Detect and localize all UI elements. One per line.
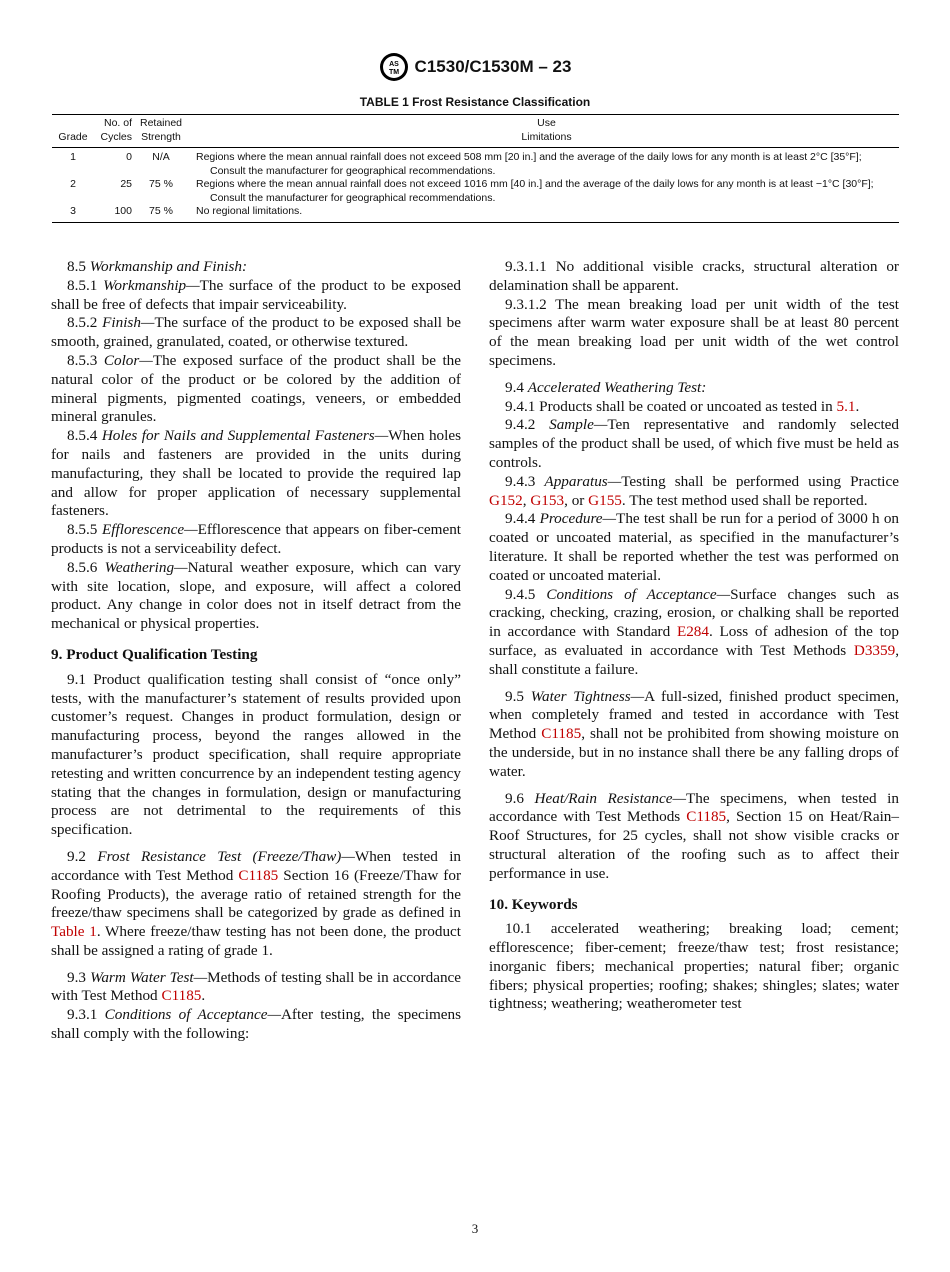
section-8-5-6: 8.5.6 Weathering—Natural weather exposure, which can vary with site location, slope, and exposure, will affect a colored product. Any change in color does not in itself detract from the mechanical or physical properties.	[51, 558, 462, 633]
svg-text:AS: AS	[388, 61, 399, 68]
table-header-row	[52, 115, 899, 148]
section-9-3: 9.3 Warm Water Test—Methods of testing shall be in accordance with Test Method C1185.	[51, 968, 462, 1005]
link-c1185[interactable]: C1185	[238, 866, 279, 884]
header-use-limitations: Use Limitations	[521, 117, 572, 143]
header-cycles: No. of Cycles	[100, 117, 132, 143]
section-9-4-4: 9.4.4 Procedure—The test shall be run for a period of 3000 h on coated or uncoated material, as specified in the manufacturer’s literature. It shall be reported whether the test was performed on coated or uncoated material.	[489, 510, 900, 584]
section-8-5-1: 8.5.1 Workmanship—The surface of the product to be exposed shall be free of defects that impair serviceability.	[51, 276, 462, 313]
standard-designation: C1530/C1530M – 23	[414, 57, 572, 76]
table-row	[52, 148, 899, 179]
cell-limitations: Regions where the mean annual rainfall does not exceed 1016 mm [40 in.] and the average of the daily lows for any month is at least −1°C [30°F]; Consult the manufacturer for geographical recommendations.	[196, 178, 874, 204]
section-9-4-1: 9.4.1 Products shall be coated or uncoated as tested in 5.1.	[505, 397, 860, 415]
header-retained-strength: Retained Strength	[139, 117, 183, 143]
section-9-3-1-1: 9.3.1.1 No additional visible cracks, structural alteration or delamination shall be apparent.	[489, 258, 899, 294]
left-column	[51, 258, 461, 1044]
link-d3359[interactable]: D3359	[853, 641, 896, 659]
link-c1185[interactable]: C1185	[541, 725, 582, 743]
link-c1185[interactable]: C1185	[686, 808, 727, 826]
section-9-heading: 9. Product Qualification Testing	[51, 645, 258, 663]
cell-cycles: 0	[126, 151, 132, 163]
section-10-1: 10.1 accelerated weathering; breaking load; cement; efflorescence; fiber-cement; freeze/thaw test; frost resistance; inorganic fibers; mechanical properties; natural fiber; organic fibers; physical properties; roofing; shakes; shingles; slates; water tightness; weathering; weatherometer test	[489, 920, 899, 1013]
link-5-1[interactable]: 5.1	[836, 397, 856, 415]
link-c1185[interactable]: C1185	[161, 987, 202, 1005]
section-9-4: 9.4 Accelerated Weathering Test:	[505, 378, 707, 396]
section-8-5-4: 8.5.4 Holes for Nails and Supplemental Fasteners—When holes for nails and fasteners are provided in the units during manufacturing, they shall be located to provide the required lap and allow for proper application of necessary supplemental fasteners.	[51, 427, 461, 520]
section-10-heading: 10. Keywords	[489, 895, 578, 913]
cell-grade: 1	[70, 151, 76, 163]
cell-retained: N/A	[152, 151, 170, 163]
section-9-3-1: 9.3.1 Conditions of Acceptance—After testing, the specimens shall comply with the following:	[51, 1006, 462, 1043]
cell-limitations: Regions where the mean annual rainfall does not exceed 508 mm [20 in.] and the average of the daily lows for any month is at least 2°C [35°F]; Consult the manufacturer for geographical recommendations.	[196, 151, 862, 177]
section-9-3-1-2: 9.3.1.2 The mean breaking load per unit width of the test specimens after warm water exposure shall be at least 80 percent of the mean breaking load per unit width of the wet control specimens.	[489, 295, 899, 369]
page-header	[0, 52, 950, 87]
section-8-5-5: 8.5.5 Efflorescence—Efflorescence that appears on fiber-cement products is not a serviceability defect.	[51, 521, 462, 557]
header-grade: Grade	[58, 130, 88, 143]
link-g152[interactable]: G152	[489, 491, 523, 509]
cell-cycles: 100	[114, 205, 132, 217]
svg-text:TM: TM	[388, 69, 399, 76]
cell-limitations: No regional limitations.	[196, 205, 303, 217]
table-row	[52, 178, 899, 205]
section-9-2: 9.2 Frost Resistance Test (Freeze/Thaw)—When tested in accordance with Test Method C1185 Section 16 (Freeze/Thaw for Roofing Products), the average ratio of retained strength for the freeze/thaw specimens shall be categorized by grade as defined in Table 1. Where freeze/thaw testing has not been done, the product shall be assigned a rating of grade 1.	[51, 847, 462, 959]
link-e284[interactable]: E284	[676, 623, 709, 641]
section-8-5-2: 8.5.2 Finish—The surface of the product to be exposed shall be smooth, grained, granulated, coated, or otherwise textured.	[51, 314, 461, 351]
right-column	[489, 258, 899, 1014]
frost-resistance-table	[52, 114, 899, 223]
cell-retained: 75 %	[149, 178, 173, 190]
section-9-4-2: 9.4.2 Sample—Ten representative and randomly selected samples of the product shall be used, of which five must be held as controls.	[489, 416, 900, 471]
cell-cycles: 25	[120, 178, 132, 190]
link-g155[interactable]: G155	[588, 491, 622, 509]
cell-grade: 3	[70, 205, 76, 217]
section-8-5-3: 8.5.3 Color—The exposed surface of the product shall be the natural color of the product or be colored by the addition of mineral pigments, pigmented coatings, veneers, or embedded mineral granules.	[51, 351, 461, 426]
table-caption: TABLE 1 Frost Resistance Classification	[359, 95, 591, 109]
section-9-1: 9.1 Product qualification testing shall consist of “once only” tests, with the manufacturer’s statement of results provided upon customer’s request. Changes in product formulation, design or manufacturing process, beyond the ranges allowed in the manufacturer’s product specification, shall require appropriate retesting and written concurrence by an independent testing agency stating that the changes in formulation, design or manufacturing process are not detrimental to the requirements of this specification.	[51, 670, 461, 839]
page-number: 3	[471, 1221, 479, 1236]
section-9-6: 9.6 Heat/Rain Resistance—The specimens, when tested in accordance with Test Methods C1185, Section 15 on Heat/Rain–Roof Structures, for 25 cycles, shall not show visible cracks or structural alteration of the roofing such as to affect their performance in use.	[489, 789, 900, 882]
section-9-5: 9.5 Water Tightness—A full-sized, finished product specimen, when completely framed and tested in accordance with Test Method C1185, shall not be prohibited from showing moisture on the underside, but in no instance shall there be any falling drops of water.	[489, 687, 900, 780]
cell-retained: 75 %	[149, 205, 173, 217]
link-g153[interactable]: G153	[530, 491, 565, 509]
astm-logo-icon	[379, 52, 409, 82]
section-9-4-3: 9.4.3 Apparatus—Testing shall be performed using Practice G152, G153, or G155. The test method used shall be reported.	[489, 472, 899, 509]
link-table-1[interactable]: Table 1	[51, 923, 97, 941]
table-row	[52, 205, 899, 222]
section-8-5: 8.5 Workmanship and Finish:	[67, 258, 248, 275]
cell-grade: 2	[70, 178, 76, 190]
section-9-4-5: 9.4.5 Conditions of Acceptance—Surface changes such as cracking, checking, crazing, erosion, or chalking shall be reported in accordance with Standard E284. Loss of adhesion of the top surface, as evaluated in accordance with Test Methods D3359, shall constitute a failure.	[489, 585, 900, 678]
